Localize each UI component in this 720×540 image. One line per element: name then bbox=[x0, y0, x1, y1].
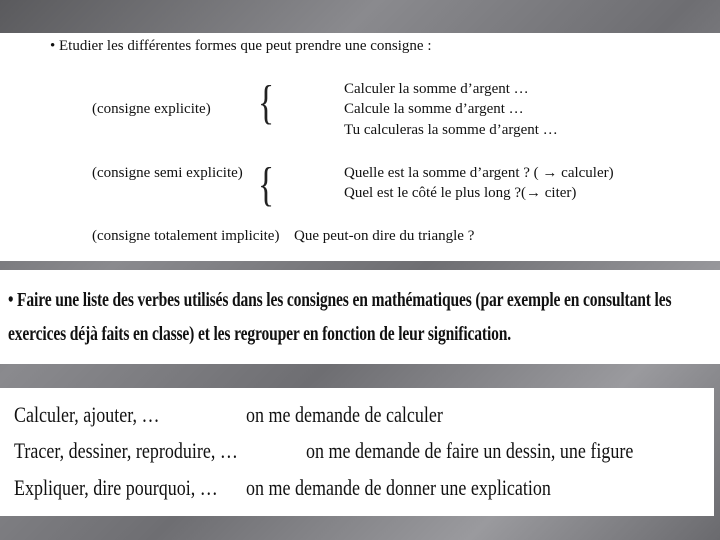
semi-brace: { bbox=[258, 158, 275, 211]
row-1-meaning: on me demande de calculer bbox=[246, 402, 443, 427]
instruction-forms-panel bbox=[0, 33, 720, 261]
row-3-meaning: on me demande de donner une explication bbox=[246, 475, 551, 500]
section2-line-2: exercices déjà faits en classe) et les regrouper en fonction de leur signification. bbox=[8, 324, 512, 345]
row-1-verbs: Calculer, ajouter, … bbox=[14, 402, 160, 427]
explicit-brace: { bbox=[258, 76, 275, 129]
semi-item-1: Quelle est la somme d’argent ? ( → calculer) bbox=[344, 165, 614, 181]
section2-line-1: • Faire une liste des verbes utilisés dans les consignes en mathématiques (par exemple en consultant les bbox=[8, 290, 672, 311]
row-3-verbs: Expliquer, dire pourquoi, … bbox=[14, 475, 218, 500]
verb-meaning-panel bbox=[0, 388, 714, 516]
section1-heading: • Etudier les différentes formes que peut prendre une consigne : bbox=[50, 38, 432, 54]
verb-list-panel bbox=[0, 270, 720, 364]
row-2-meaning: on me demande de faire un dessin, une figure bbox=[306, 438, 634, 463]
row-2-verbs: Tracer, dessiner, reproduire, … bbox=[14, 438, 238, 463]
explicit-item-3: Tu calculeras la somme d’argent … bbox=[344, 122, 558, 138]
implicit-label: (consigne totalement implicite) bbox=[92, 228, 280, 244]
implicit-text: Que peut-on dire du triangle ? bbox=[294, 228, 475, 244]
explicit-label: (consigne explicite) bbox=[92, 101, 211, 117]
semi-label: (consigne semi explicite) bbox=[92, 165, 243, 181]
semi-item-2: Quel est le côté le plus long ?(→ citer) bbox=[344, 185, 577, 201]
explicit-item-1: Calculer la somme d’argent … bbox=[344, 81, 529, 97]
explicit-item-2: Calcule la somme d’argent … bbox=[344, 101, 524, 117]
